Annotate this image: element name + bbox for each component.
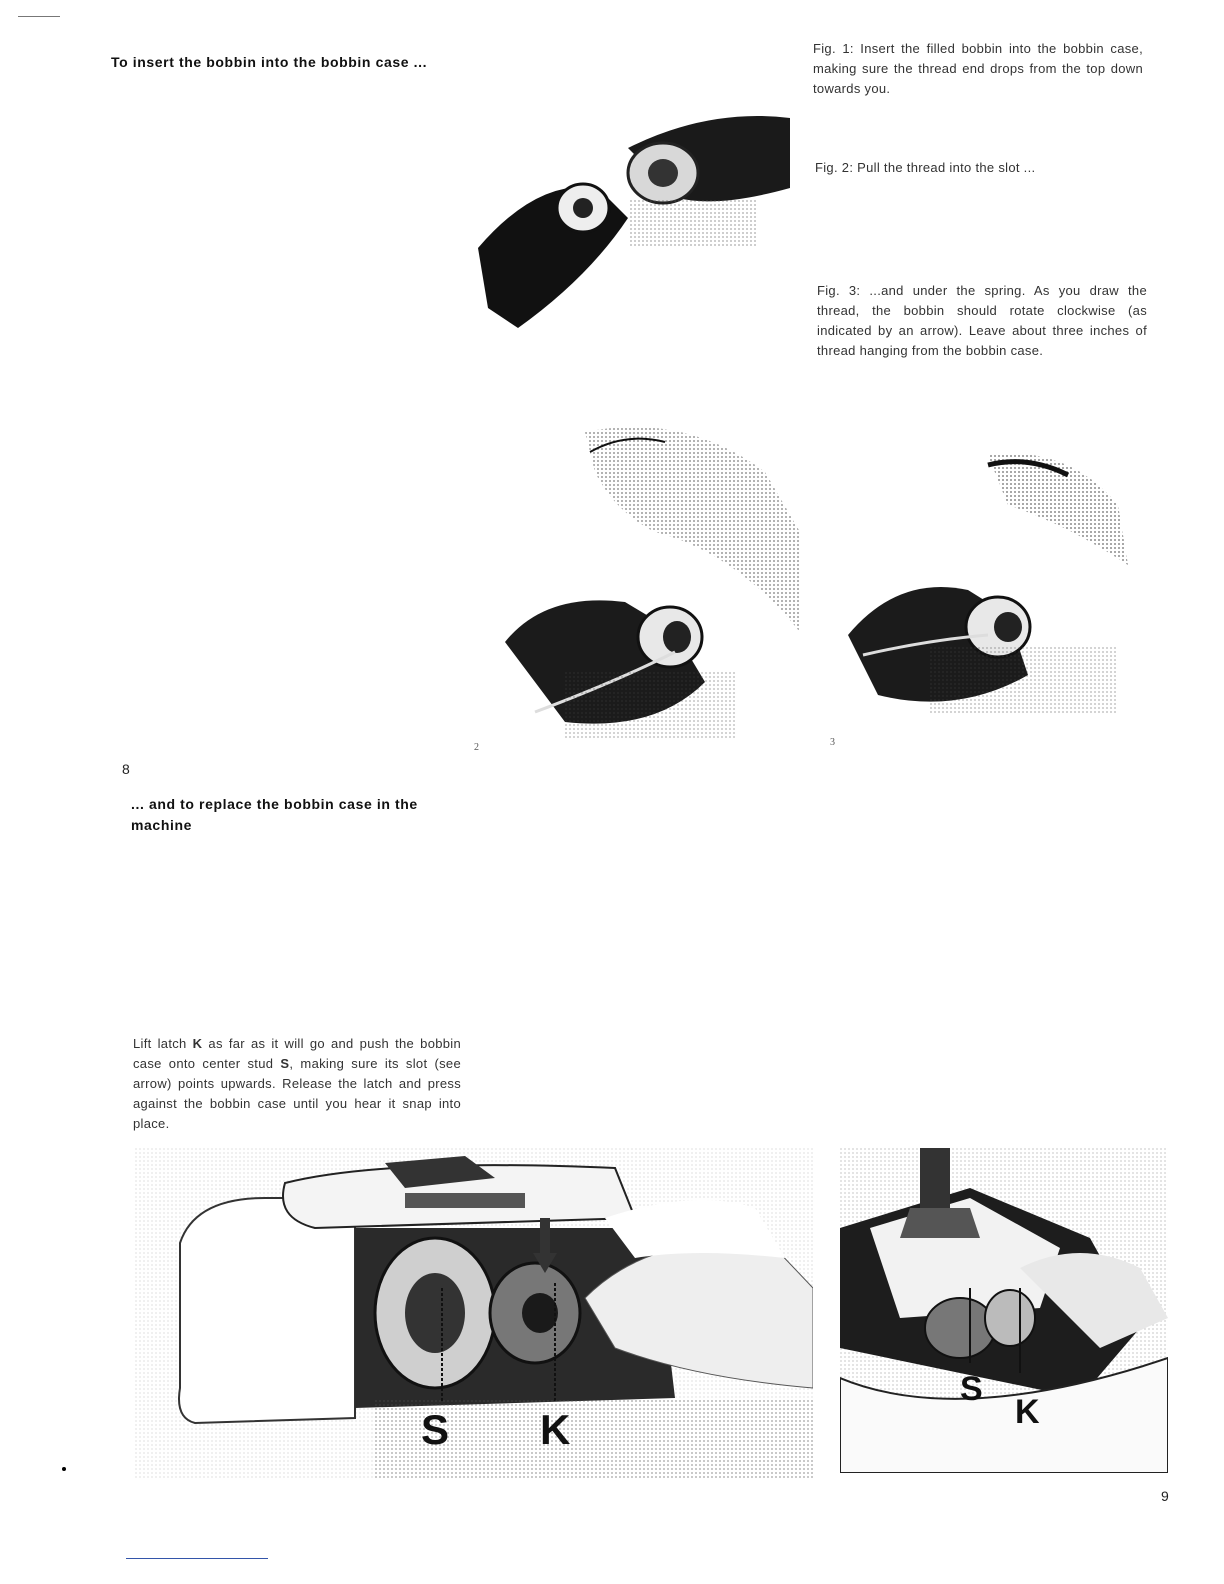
fig2-photo bbox=[505, 412, 800, 740]
page-number-left: 8 bbox=[122, 761, 130, 777]
large-photo-label-s: S bbox=[421, 1406, 450, 1453]
instructions-part-1: Lift latch bbox=[133, 1036, 193, 1051]
small-photo-label-s: S bbox=[960, 1370, 983, 1408]
fig3-number: 3 bbox=[830, 737, 835, 748]
large-photo-label-k: K bbox=[540, 1406, 571, 1453]
machine-photo-small bbox=[840, 1148, 1168, 1473]
latch-k-ref: K bbox=[192, 1036, 203, 1051]
scan-dot bbox=[62, 1467, 66, 1471]
section-heading-insert-bobbin: To insert the bobbin into the bobbin case ... bbox=[111, 54, 428, 70]
top-left-rule bbox=[18, 16, 60, 17]
section-heading-replace-bobbin-case: ... and to replace the bobbin case in the machine bbox=[131, 796, 418, 833]
fig1-photo bbox=[478, 108, 790, 340]
fig3-photo bbox=[838, 395, 1143, 725]
stud-s-ref: S bbox=[280, 1056, 290, 1071]
replace-instructions bbox=[133, 1034, 461, 1134]
bottom-rule bbox=[126, 1558, 268, 1559]
fig1-caption: Fig. 1: Insert the filled bobbin into the bobbin case, making sure the thread end drops from the top down towards you. bbox=[813, 41, 1143, 96]
machine-photo-large bbox=[135, 1148, 813, 1480]
fig2-number: 2 bbox=[474, 742, 479, 753]
instructions-part-3: , making sure its slot (see arrow) points upwards. Release the latch and press against the bobbin case until you hear it snap into place. bbox=[133, 1056, 461, 1131]
fig2-caption: Fig. 2: Pull the thread into the slot ... bbox=[815, 160, 1036, 175]
page-number-right: 9 bbox=[1161, 1488, 1169, 1504]
instructions-part-2: as far as it will go and push the bobbin case onto center stud bbox=[133, 1036, 461, 1071]
small-photo-label-k: K bbox=[1015, 1393, 1040, 1431]
fig3-caption: Fig. 3: ...and under the spring. As you draw the thread, the bobbin should rotate clockwise (as indicated by an arrow). Leave about three inches of thread hanging from the bobbin case. bbox=[817, 283, 1147, 358]
